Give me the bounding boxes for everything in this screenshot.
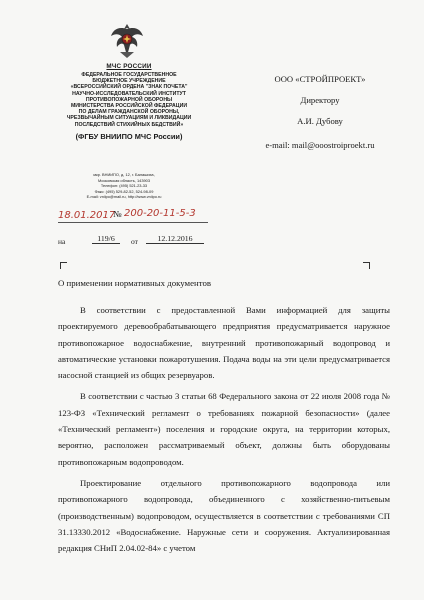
recipient-block	[245, 74, 395, 151]
org-line: БЮДЖЕТНОЕ УЧРЕЖДЕНИЕ	[92, 78, 166, 85]
sender-address	[64, 172, 184, 200]
handwritten-date: 18.01.2017	[58, 210, 116, 221]
phone-line: Телефон: (495) 521-23-33	[100, 183, 148, 189]
fax-line: Факс: (495) 529-82-52, 524-98-09	[94, 188, 154, 194]
sender-header	[60, 63, 198, 141]
org-line: ПОСЛЕДСТВИЙ СТИХИЙНЫХ БЕДСТВИЙ»	[74, 121, 184, 128]
na-value: 119/6	[92, 234, 120, 244]
org-line: ПРОТИВОПОЖАРНОЙ ОБОРОНЫ	[85, 96, 173, 103]
org-line: ПО ДЕЛАМ ГРАЖДАНСКОЙ ОБОРОНЫ,	[78, 109, 180, 116]
org-line: МИНИСТЕРСТВА РОССИЙСКОЙ ФЕДЕРАЦИИ	[70, 103, 188, 110]
subject-bracket-right	[363, 262, 370, 269]
address-line: мкр. ВНИИПО, д. 12, г. Балашиха,	[93, 172, 155, 177]
handwritten-number: 200-20-11-5-3	[124, 208, 196, 219]
recipient-name: А.И. Дубову	[297, 116, 343, 126]
address-line: Московская область, 143903	[98, 177, 150, 183]
na-label: на	[58, 237, 66, 246]
body-paragraph: Проектирование отдельного противопожарного водопровода или противопожарного водопровода, объединенного с хозяйственно-питьевым (производственным) водопроводом, осуществляется в соответствии с требованиями СП 31.13330.2012 «Водоснабжение. Наружные сети и сооружения. Актуализированная редакция СНиП 2.04.02-84» с учетом	[58, 477, 390, 554]
email-web-line: E-mail: vniipo@mail.ru, http://www.vniipo.ru	[86, 194, 162, 200]
org-line: НАУЧНО-ИССЛЕДОВАТЕЛЬСКИЙ ИНСТИТУТ	[72, 90, 186, 97]
subject-bracket-left	[60, 262, 67, 269]
letter-body	[58, 302, 390, 561]
ot-label: от	[131, 237, 138, 246]
body-paragraph: В соответствии с частью 3 статьи 68 Федерального закона от 22 июля 2008 года № 123-ФЗ «Технический регламент о требованиях пожарной безопасности» (далее «Технический регламент») поселения и городские округа, на территории которых, вероятно, расположен рассматриваемый объект, должны быть оборудованы противопожарным водопроводом.	[58, 391, 390, 467]
body-paragraph: В соответствии с предоставленной Вами информацией для защиты проектируемого деревообрабатывающего предприятия предусматривается наружное противопожарное водоснабжение, внутренний противопожарный водопровод и автоматические установки пожаротушения. Подача воды на эти цели предусматривается насосной станцией из общих резервуаров.	[58, 305, 390, 381]
registration-divider	[58, 222, 208, 223]
letter-subject: О применении нормативных документов	[58, 278, 212, 288]
org-line: ЧРЕЗВЫЧАЙНЫМ СИТУАЦИЯМ И ЛИКВИДАЦИИ	[66, 115, 192, 122]
recipient-email: e-mail: mail@ooostroiproekt.ru	[265, 140, 375, 150]
emchs-emblem-icon	[108, 20, 146, 60]
recipient-position: Директору	[300, 95, 340, 105]
ot-value: 12.12.2016	[146, 234, 204, 244]
recipient-company: ООО «СТРОЙПРОЕКТ»	[274, 74, 366, 84]
number-label: №	[113, 209, 122, 219]
org-line: «ВСЕРОССИЙСКИЙ ОРДЕНА "ЗНАК ПОЧЕТА"	[70, 84, 188, 91]
agency-name: МЧС РОССИИ	[106, 63, 152, 70]
org-line: ФЕДЕРАЛЬНОЕ ГОСУДАРСТВЕННОЕ	[81, 72, 177, 78]
org-abbreviation: (ФГБУ ВНИИПО МЧС России)	[75, 131, 183, 141]
